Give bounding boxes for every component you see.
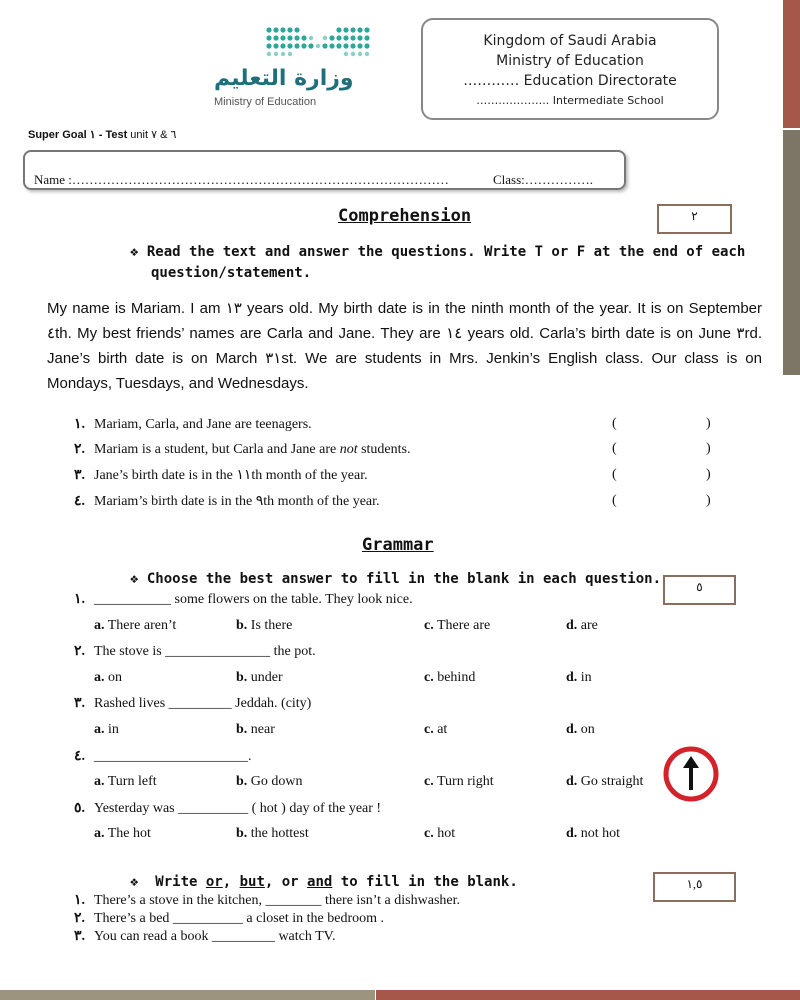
option-a[interactable]: a. on bbox=[94, 670, 122, 685]
question-text: Jane’s birth date is in the ١١th month of the year. bbox=[94, 468, 368, 483]
question-text: Rashed lives _________ Jeddah. (city) bbox=[94, 696, 312, 711]
conjunction-instruction: ❖ Write or, but, or and to fill in the blank. bbox=[130, 874, 518, 890]
question-number: ١. bbox=[74, 893, 86, 908]
grammar-title: Grammar bbox=[362, 535, 434, 555]
word-but: but bbox=[239, 874, 265, 890]
comprehension-title: Comprehension bbox=[338, 206, 472, 226]
question-number: ١. bbox=[74, 592, 86, 607]
ministry-logo-icon bbox=[265, 26, 377, 58]
tf-answer-close-3: ) bbox=[706, 467, 711, 482]
logo-english-text: Ministry of Education bbox=[214, 96, 317, 108]
grammar-question-4 bbox=[74, 748, 252, 765]
footer-bar-right bbox=[376, 990, 800, 1000]
conjunction-score-box[interactable]: ١,٥ bbox=[653, 872, 736, 902]
directorate-text: ………… Education Directorate bbox=[463, 73, 677, 89]
option-c[interactable]: c. There are bbox=[424, 618, 491, 633]
footer-bar-left bbox=[0, 990, 375, 1000]
option-b[interactable]: b. Go down bbox=[236, 774, 303, 789]
subject-unit: unit ٦ & ٧ bbox=[127, 129, 177, 141]
grammar-instruction: ❖ Choose the best answer to fill in the blank in each question. bbox=[130, 571, 662, 587]
subject-bold: Super Goal ١ - Test bbox=[28, 129, 128, 141]
option-b[interactable]: b. near bbox=[236, 722, 275, 737]
question-text: There’s a bed __________ a closet in the bedroom . bbox=[94, 911, 385, 926]
tf-answer-open-4[interactable]: ( bbox=[612, 493, 617, 508]
question-number: ٢. bbox=[74, 911, 86, 926]
question-text: ___________ some flowers on the table. They look nice. bbox=[94, 592, 413, 607]
question-number: ٤. bbox=[74, 749, 86, 764]
question-number: ٢. bbox=[74, 644, 86, 659]
option-b[interactable]: b. the hottest bbox=[236, 826, 309, 841]
option-c[interactable]: c. behind bbox=[424, 670, 476, 685]
option-d[interactable]: d. are bbox=[566, 618, 598, 633]
question-text: Mariam, Carla, and Jane are teenagers. bbox=[94, 417, 312, 432]
word-or: or bbox=[205, 874, 223, 890]
tf-answer-open-3[interactable]: ( bbox=[612, 467, 617, 482]
comprehension-instruction-line2: question/statement. bbox=[151, 265, 312, 281]
option-c[interactable]: c. hot bbox=[424, 826, 456, 841]
option-c[interactable]: c. at bbox=[424, 722, 448, 737]
question-text-end: students. bbox=[357, 442, 411, 457]
question-number: ٣. bbox=[74, 696, 86, 711]
grammar-question-2 bbox=[74, 643, 316, 660]
question-text: Mariam’s birth date is in the ٩th month of the year. bbox=[94, 494, 380, 509]
option-b[interactable]: b. under bbox=[236, 670, 283, 685]
question-number: ١. bbox=[74, 417, 86, 432]
tf-question-3 bbox=[74, 467, 368, 484]
option-a[interactable]: a. There aren’t bbox=[94, 618, 177, 633]
bullet-icon: ❖ bbox=[130, 874, 139, 890]
grammar-score-box[interactable]: ٥ bbox=[663, 575, 736, 605]
tf-question-1 bbox=[74, 416, 312, 433]
option-a[interactable]: a. Turn left bbox=[94, 774, 157, 789]
class-field[interactable]: Class:……………. bbox=[493, 172, 594, 187]
option-d[interactable]: d. not hot bbox=[566, 826, 621, 841]
question-text: Yesterday was __________ ( hot ) day of the year ! bbox=[94, 801, 382, 816]
option-d[interactable]: d. Go straight bbox=[566, 774, 644, 789]
option-a[interactable]: a. in bbox=[94, 722, 119, 737]
tf-question-2 bbox=[74, 441, 410, 458]
comprehension-instruction-line1: ❖ Read the text and answer the questions. Write T or F at the end of each bbox=[130, 244, 746, 260]
word-and: and bbox=[307, 874, 333, 890]
subject-line bbox=[28, 128, 176, 141]
question-emphasis: not bbox=[339, 442, 358, 457]
right-accent-bar bbox=[783, 0, 800, 128]
school-text: ……………….. Intermediate School bbox=[476, 94, 664, 107]
question-text: You can read a book _________ watch TV. bbox=[94, 929, 336, 944]
tf-answer-close-4: ) bbox=[706, 493, 711, 508]
question-number: ٤. bbox=[74, 494, 86, 509]
school-info-box bbox=[421, 18, 719, 120]
ministry-text: Ministry of Education bbox=[496, 53, 644, 69]
option-c[interactable]: c. Turn right bbox=[424, 774, 494, 789]
go-straight-sign-icon bbox=[663, 746, 719, 802]
tf-answer-close-1: ) bbox=[706, 416, 711, 431]
conjunction-question-3 bbox=[74, 928, 335, 945]
name-field[interactable]: Name :…………………………………………………………………………… bbox=[34, 172, 449, 187]
tf-answer-open-1[interactable]: ( bbox=[612, 416, 617, 431]
logo-arabic-text: وزارة التعليم bbox=[214, 66, 354, 91]
right-accent-bar-lower bbox=[783, 130, 800, 375]
option-d[interactable]: d. on bbox=[566, 722, 595, 737]
tf-question-4 bbox=[74, 493, 380, 510]
option-b[interactable]: b. Is there bbox=[236, 618, 293, 633]
comprehension-score-box[interactable]: ٢ bbox=[657, 204, 732, 234]
question-number: ٣. bbox=[74, 468, 86, 483]
tf-answer-close-2: ) bbox=[706, 441, 711, 456]
question-text: The stove is _______________ the pot. bbox=[94, 644, 316, 659]
question-text: Mariam is a student, but Carla and Jane are bbox=[94, 442, 340, 457]
question-number: ٥. bbox=[74, 801, 86, 816]
reading-passage: My name is Mariam. I am ١٣ years old. My birth date is in the ninth month of the year. It is on September ٤th. My best friends’ names are Carla and Jane. They are ١٤ years old. Carla’s birth date is on June ٣rd. Jane’s birth date is on March ٣١st. We are students in Mrs. Jenkin’s English class. Our class is on Mondays, Tuesdays, and Wednesdays. bbox=[47, 300, 763, 392]
question-text: ______________________. bbox=[94, 749, 252, 764]
conjunction-question-1 bbox=[74, 892, 460, 909]
question-number: ٣. bbox=[74, 929, 86, 944]
question-number: ٢. bbox=[74, 442, 86, 457]
grammar-question-3 bbox=[74, 695, 311, 712]
kingdom-text: Kingdom of Saudi Arabia bbox=[483, 33, 657, 49]
grammar-question-5 bbox=[74, 800, 381, 817]
option-a[interactable]: a. The hot bbox=[94, 826, 151, 841]
grammar-question-1 bbox=[74, 591, 413, 608]
option-d[interactable]: d. in bbox=[566, 670, 592, 685]
conjunction-question-2 bbox=[74, 910, 384, 927]
question-text: There’s a stove in the kitchen, ________ there isn’t a dishwasher. bbox=[94, 893, 460, 908]
tf-answer-open-2[interactable]: ( bbox=[612, 441, 617, 456]
